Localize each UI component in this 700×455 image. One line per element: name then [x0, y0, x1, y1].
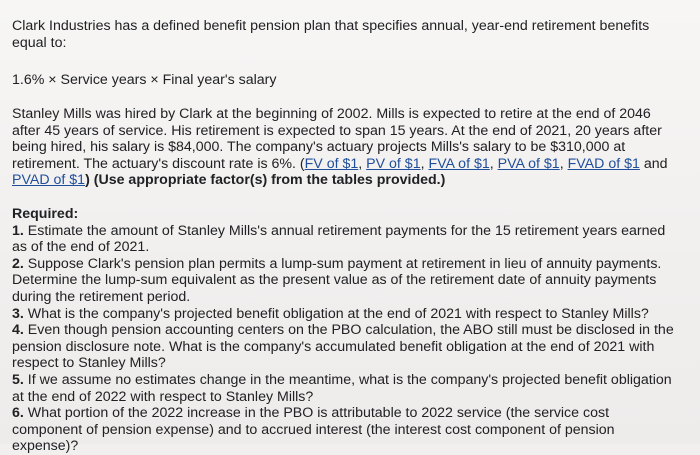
formula-text: 1.6% × Service years × Final year's salary [12, 72, 277, 88]
scenario-line-3: being hired, his salary is $84,000. The company's actuary projects Mills's salary to be $310,000 at [12, 139, 626, 156]
scenario-line-2: after 45 years of service. His retirement is expected to span 15 years. At the end of 2021, 20 years after [12, 122, 662, 139]
scenario-line-1: Stanley Mills was hired by Clark at the beginning of 2002. Mills is expected to retire at the end of 2046 [12, 106, 651, 122]
scenario-line-4: retirement. The actuary's discount rate is 6%. (FV of $1, PV of $1, FVA of $1, PVA of $1, FVAD of $1 and [12, 155, 668, 172]
required-item-2: 2. Suppose Clark's pension plan permits a lump-sum payment at retirement in lieu of annuity payments. Determine the lump-sum equivalent as the present value as of the retirement date of annuity payments during the retirement period. [12, 255, 662, 305]
intro-paragraph [12, 18, 686, 51]
fvad-of-1-link[interactable]: FVAD of $1 [567, 155, 640, 172]
required-title: Required: [12, 206, 79, 222]
pva-of-1-link[interactable]: PVA of $1 [497, 155, 560, 172]
required-section [12, 206, 686, 455]
required-item-4: 4. Even though pension accounting centers on the PBO calculation, the ABO still must be disclosed in the pension disclosure note. What is the company's accumulated benefit obligation at the end of 2021 with respect to Stanley Mills? [12, 322, 674, 372]
scenario-line-4-prefix: retirement. The actuary's discount rate is 6%. ( [12, 155, 305, 172]
intro-line-1: Clark Industries has a defined benefit pension plan that specifies annual, year-end retirement benefits [12, 18, 650, 34]
fv-of-1-link[interactable]: FV of $1 [304, 155, 359, 172]
pv-of-1-link[interactable]: PV of $1 [366, 155, 421, 172]
benefit-formula [12, 72, 686, 89]
required-item-1: 1. Estimate the amount of Stanley Mills's annual retirement payments for the 15 retirement years earned as of the end of 2021. [12, 222, 666, 256]
and-text: and [643, 155, 668, 172]
intro-line-2: equal to: [12, 34, 67, 51]
instruction-note: ) (Use appropriate factor(s) from the tables provided.) [85, 172, 446, 189]
required-item-3: 3. What is the company's projected benefit obligation at the end of 2021 with respect to Stanley Mills? [12, 305, 649, 322]
scenario-line-5 [12, 172, 686, 189]
required-item-5: 5. If we assume no estimates change in the meantime, what is the company's projected benefit obligation at the end of 2022 with respect to Stanley Mills? [12, 371, 672, 405]
required-item-6: 6. What portion of the 2022 increase in the PBO is attributable to 2022 service (the service cost component of pension expense) and to accrued interest (the interest cost component of pension expense)? [12, 405, 615, 455]
pvad-of-1-link[interactable]: PVAD of $1 [12, 172, 86, 189]
fva-of-1-link[interactable]: FVA of $1 [428, 155, 490, 172]
scenario-paragraph [12, 106, 686, 189]
